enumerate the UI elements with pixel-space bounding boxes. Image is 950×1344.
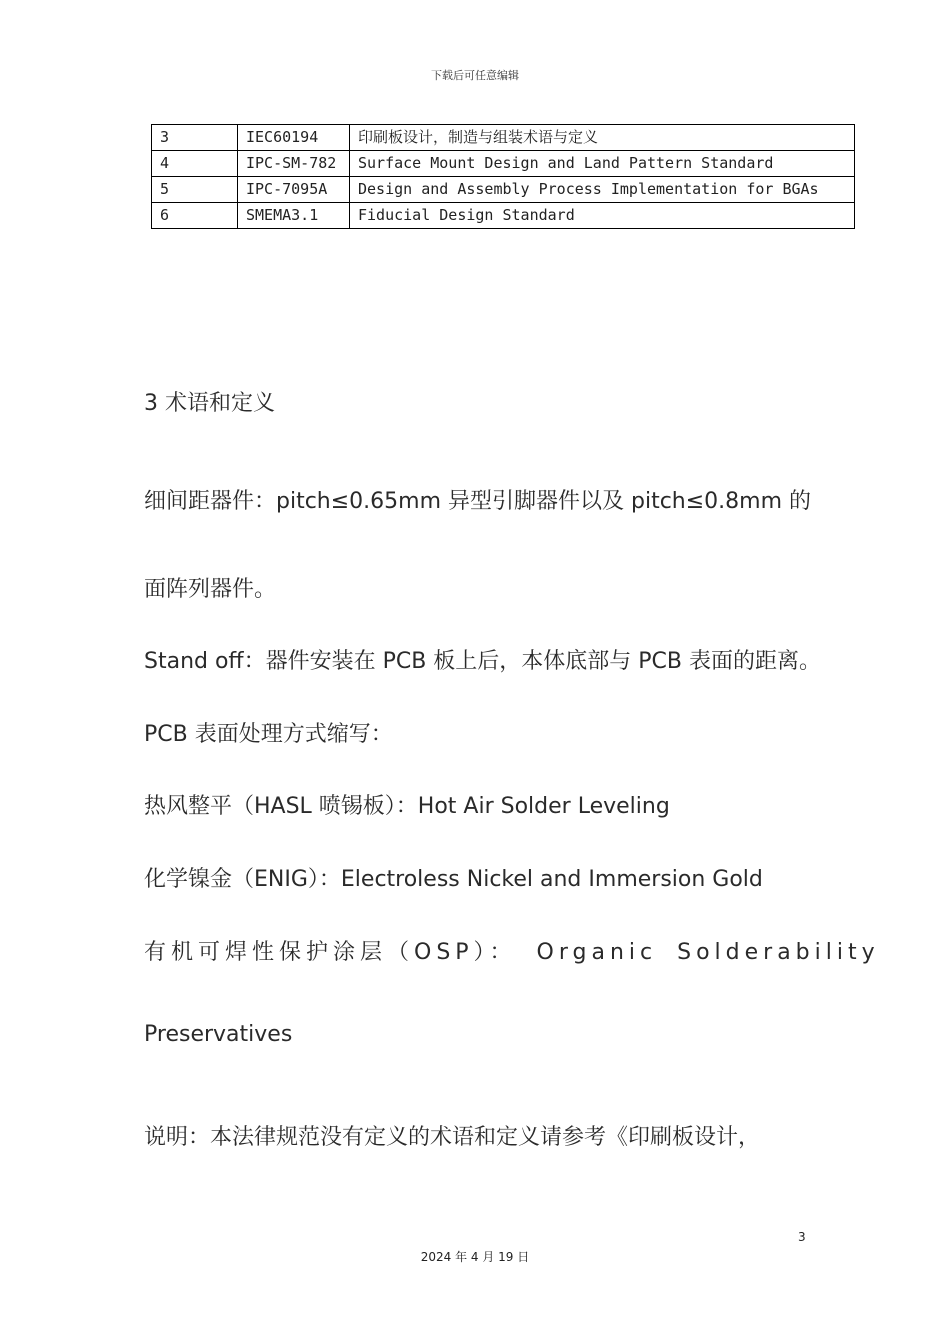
standard-title: Surface Mount Design and Land Pattern Standard [350, 151, 855, 177]
definition-standoff: Stand off：器件安装在 PCB 板上后，本体底部与 PCB 表面的距离。 [144, 649, 822, 674]
standard-code: IPC-SM-782 [238, 151, 350, 177]
table-row [152, 151, 855, 177]
definition-osp-line2: Preservatives [144, 1022, 293, 1047]
page-number: 3 [798, 1230, 806, 1244]
definition-enig: 化学镍金（ENIG）：Electroless Nickel and Immersion Gold [144, 867, 763, 892]
table-row [152, 203, 855, 229]
explanatory-note: 说明：本法律规范没有定义的术语和定义请参考《印刷板设计， [144, 1125, 761, 1150]
standard-code: IEC60194 [238, 125, 350, 151]
surface-finish-intro: PCB 表面处理方式缩写： [144, 722, 393, 747]
standard-code: IPC-7095A [238, 177, 350, 203]
row-number: 5 [152, 177, 238, 203]
definition-fine-pitch-line1: 细间距器件：pitch≤0.65mm 异型引脚器件以及 pitch≤0.8mm 的 [144, 489, 812, 514]
standard-title: Fiducial Design Standard [350, 203, 855, 229]
footer-date: 2024 年 4 月 19 日 [420, 1250, 530, 1264]
standard-code: SMEMA3.1 [238, 203, 350, 229]
definition-osp-line1: 有机可焊性保护涂层（OSP）： Organic Solderability [144, 940, 880, 965]
reference-standards-table [151, 124, 855, 229]
section-heading: 3 术语和定义 [144, 391, 275, 416]
table-row [152, 177, 855, 203]
table-row [152, 125, 855, 151]
standard-title: Design and Assembly Process Implementation for BGAs [350, 177, 855, 203]
definition-hasl: 热风整平（HASL 喷锡板）：Hot Air Solder Leveling [144, 794, 670, 819]
row-number: 3 [152, 125, 238, 151]
header-note: 下载后可任意编辑 [431, 69, 519, 82]
definition-fine-pitch-line2: 面阵列器件。 [144, 577, 277, 602]
standard-title: 印刷板设计，制造与组装术语与定义 [350, 125, 855, 151]
row-number: 6 [152, 203, 238, 229]
row-number: 4 [152, 151, 238, 177]
